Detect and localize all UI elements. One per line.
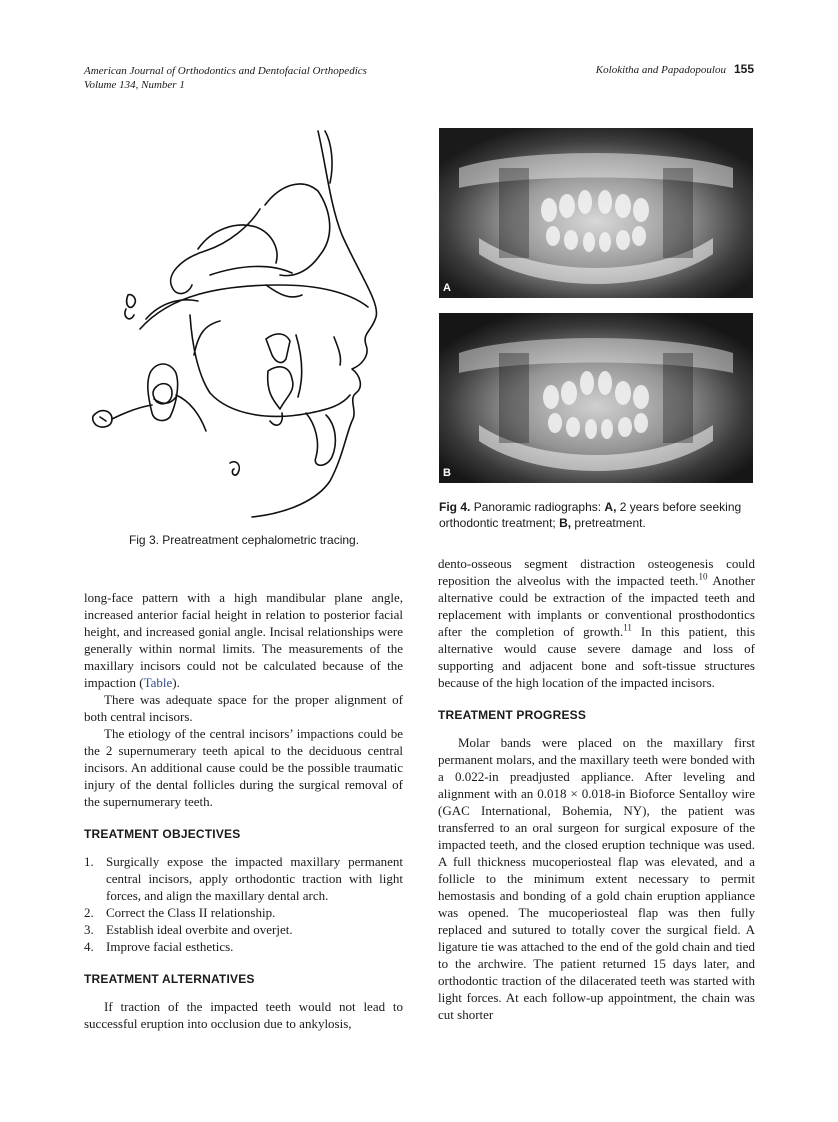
radiograph-image-a bbox=[439, 128, 753, 298]
list-number: 2. bbox=[84, 905, 94, 920]
journal-title: American Journal of Orthodontics and Dentofacial Orthopedics bbox=[84, 65, 367, 77]
panoramic-radiograph-a bbox=[439, 128, 753, 298]
list-item bbox=[84, 938, 403, 955]
paragraph-text: long-face pattern with a high mandibular plane angle, increased anterior facial height in relation to posterior facial height, and increased gonial angle. Incisal relationships were generally within normal limits. The measurements of the maxillary incisors could not be calculated because of the impaction ( bbox=[84, 590, 403, 690]
list-item bbox=[84, 904, 403, 921]
list-item bbox=[84, 853, 403, 904]
list-item-text: Surgically expose the impacted maxillary permanent central incisors, apply orthodontic traction with light forces, and align the maxillary dental arch. bbox=[106, 854, 403, 903]
figure-4-caption-part2: 2 years before seeking orthodontic treatment; bbox=[439, 500, 742, 530]
running-header-journal bbox=[84, 64, 367, 92]
figure-3-label: Fig 3. bbox=[128, 533, 159, 547]
radiograph-image-b bbox=[439, 313, 753, 483]
panoramic-radiograph-b bbox=[439, 313, 753, 483]
section-heading-alternatives: TREATMENT ALTERNATIVES bbox=[84, 972, 255, 986]
running-header-authors bbox=[596, 62, 754, 76]
list-number: 3. bbox=[84, 922, 94, 937]
section-heading-progress: TREATMENT PROGRESS bbox=[438, 708, 587, 722]
list-number: 4. bbox=[84, 939, 94, 954]
figure-4-caption-part1: Panoramic radiographs: bbox=[473, 500, 605, 514]
cephalometric-tracing-figure bbox=[80, 125, 410, 525]
section-heading-objectives: TREATMENT OBJECTIVES bbox=[84, 827, 241, 841]
panel-label-b: B bbox=[443, 467, 451, 479]
figure-4-caption-part3: pretreatment. bbox=[571, 516, 646, 530]
figure-3-caption bbox=[84, 533, 404, 547]
panel-label-a: A bbox=[443, 282, 451, 294]
figure-3-caption-text: Preatreatment cephalometric tracing. bbox=[162, 533, 360, 547]
list-item-text: Improve facial esthetics. bbox=[106, 939, 234, 954]
table-link[interactable]: Table bbox=[143, 675, 173, 690]
paragraph-text: ). bbox=[172, 675, 180, 690]
figure-4-label: Fig 4. bbox=[439, 500, 471, 514]
paragraph-text: Another alternative could be extraction of the impacted teeth and replacement with implants or conventional prosthodontics after the completion of growth. bbox=[438, 573, 755, 639]
list-item-text: Establish ideal overbite and overjet. bbox=[106, 922, 293, 937]
paragraph: Molar bands were placed on the maxillary first permanent molars, and the maxillary teeth were bonded with a 0.022-in preadjusted appliance. After leveling and alignment with an 0.018 × 0.018-in Bioforce Sentalloy wire (GAC International, Bohemia, NY), the patient was transferred to an oral surgeon for surgical exposure of the impacted teeth, and the closed eruption technique was used. A full thickness mucoperiosteal flap was elevated, and a follicle to the minimum extent necessary to permit hemostasis and bonding of a gold chain eruption appliance was opened. The mucoperiosteal flap was then fully replaced and sutured to totally cover the surgical field. A ligature tie was attached to the end of the gold chain and tied to the archwire. The patient returned 15 days later, and orthodontic traction of the dilacerated teeth was started with light forces. At each follow-up appointment, the chain was cut shorter bbox=[438, 735, 755, 1022]
reference-11[interactable]: 11 bbox=[623, 622, 632, 633]
authors: Kolokitha and Papadopoulou bbox=[595, 64, 726, 76]
paragraph-text: In this patient, this alternative would cause severe damage and loss of supporting and adjacent bone and soft-tissue structures because of the high location of the impacted incisors. bbox=[438, 624, 755, 690]
paragraph-text: dento-osseous segment distraction osteogenesis could reposition the alveolus with the impacted teeth. bbox=[438, 556, 755, 588]
objectives-list bbox=[84, 853, 403, 955]
reference-10[interactable]: 10 bbox=[698, 571, 708, 582]
left-text-column bbox=[84, 589, 403, 1032]
paragraph bbox=[438, 555, 755, 691]
page-number: 155 bbox=[733, 62, 754, 76]
paragraph: If traction of the impacted teeth would not lead to successful eruption into occlusion due to ankylosis, bbox=[84, 999, 403, 1031]
figure-4-caption-b: B, bbox=[559, 516, 572, 530]
list-number: 1. bbox=[84, 854, 94, 869]
paragraph: The etiology of the central incisors’ impactions could be the 2 supernumerary teeth apical to the deciduous central incisors. An additional cause could be the possible traumatic injury of the dental follicles during the surgical removal of the supernumerary teeth. bbox=[84, 726, 403, 809]
paragraph bbox=[84, 589, 403, 691]
right-text-column bbox=[438, 555, 755, 1023]
list-item-text: Correct the Class II relationship. bbox=[106, 905, 276, 920]
figure-4-caption bbox=[439, 499, 755, 531]
figure-4-caption-a: A, bbox=[604, 500, 617, 514]
list-item bbox=[84, 921, 403, 938]
journal-volume: Volume 134, Number 1 bbox=[84, 79, 185, 91]
paragraph: There was adequate space for the proper alignment of both central incisors. bbox=[84, 692, 403, 724]
